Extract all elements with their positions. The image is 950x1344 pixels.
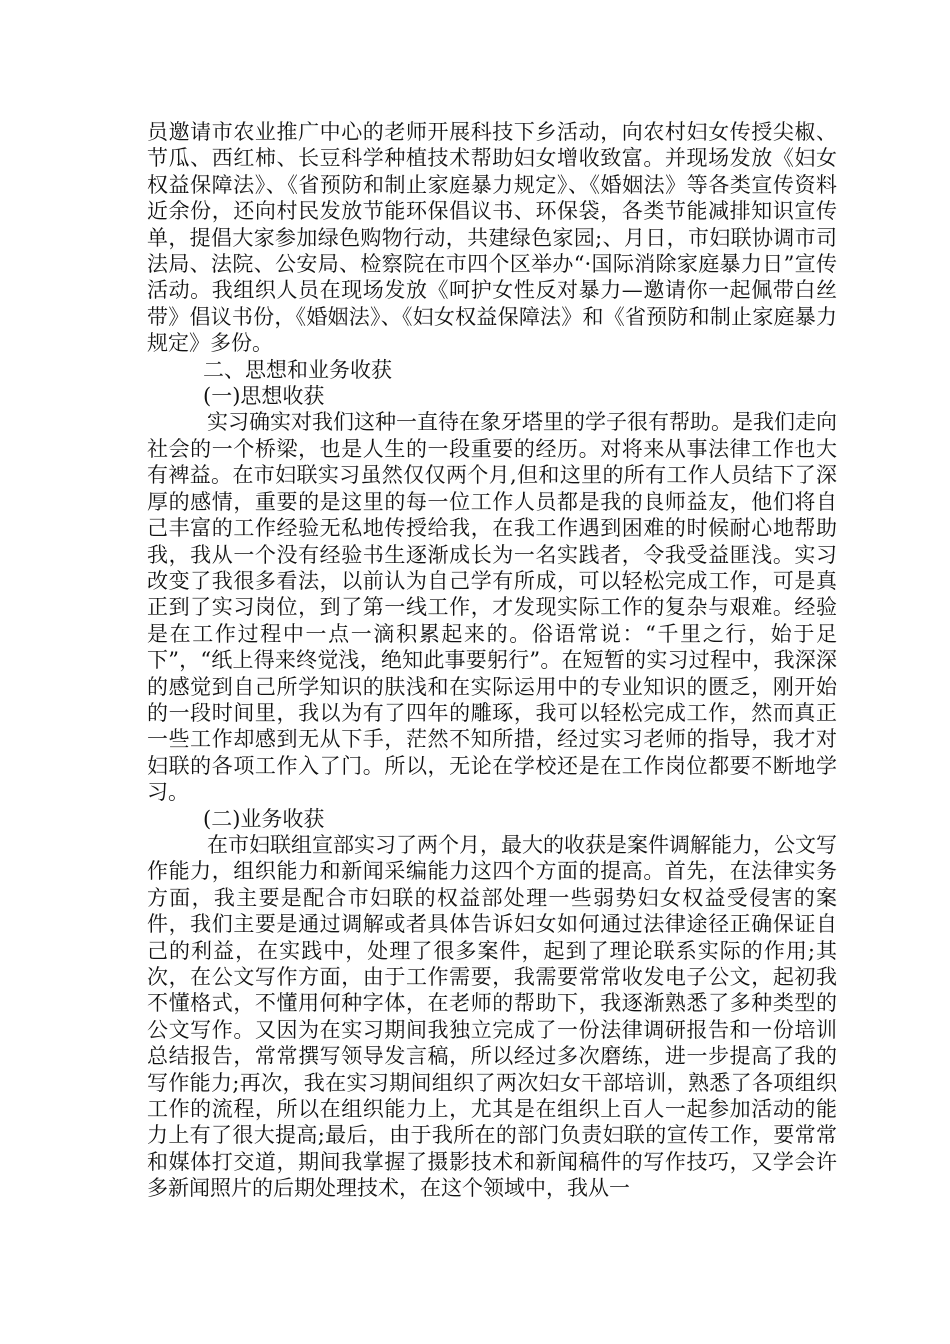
section-heading-gains: 二、思想和业务收获	[203, 357, 392, 382]
paragraph-business-gains: 在市妇联组宣部实习了两个月，最大的收获是案件调解能力，公文写作能力，组织能力和新闻采编能力这四个方面的提高。首先，在法律实务方面，我主要是配合市妇联的权益部处理一些弱势妇女权益受侵害的案件，我们主要是通过调解或者具体告诉妇女如何通过法律途径正确保证自己的利益，在实践中，处理了很多案件，起到了理论联系实际的作用;其次，在公文写作方面，由于工作需要，我需要常常收发电子公文，起初我不懂格式，不懂用何种字体，在老师的帮助下，我逐渐熟悉了多种类型的公文写作。又因为在实习期间我独立完成了一份法律调研报告和一份培训总结报告，常常撰写领导发言稿，所以经过多次磨练，进一步提高了我的写作能力;再次，我在实习期间组织了两次妇女干部培训，熟悉了各项组织工作的流程，所以在组织能力上，尤其是在组织上百人一起参加活动的能力上有了很大提高;最后，由于我所在的部门负责妇联的宣传工作，要常常和媒体打交道，期间我掌握了摄影技术和新闻稿件的写作技巧，又学会许多新闻照片的后期处理技术，在这个领域中，我从一	[147, 832, 837, 1201]
paragraph-ideological-gains: 实习确实对我们这种一直待在象牙塔里的学子很有帮助。是我们走向社会的一个桥梁，也是人生的一段重要的经历。对将来从事法律工作也大有裨益。在市妇联实习虽然仅仅两个月,但和这里的所有工作人员结下了深厚的感情，重要的是这里的每一位工作人员都是我的良师益友，他们将自己丰富的工作经验无私地传授给我，在我工作遇到困难的时候耐心地帮助我，我从一个没有经验书生逐渐成长为一名实践者，令我受益匪浅。实习改变了我很多看法，以前认为自己学有所成，可以轻松完成工作，可是真正到了实习岗位，到了第一线工作，才发现实际工作的复杂与艰难。经验是在工作过程中一点一滴积累起来的。俗语常说：“千里之行，始于足下”，“纸上得来终觉浅，绝知此事要躬行”。在短暂的实习过程中，我深深的感觉到自己所学知识的肤浅和在实际运用中的专业知识的匮乏，刚开始的一段时间里，我以为有了四年的雕琢，我可以轻松完成工作，然而真正一些工作却感到无从下手，茫然不知所措，经过实习老师的指导，我才对妇联的各项工作入了门。所以，无论在学校还是在工作岗位都要不断地学习。	[147, 410, 837, 805]
subheading-ideological-gains: (一)思想收获	[203, 384, 325, 409]
paragraph-activities: 员邀请市农业推广中心的老师开展科技下乡活动，向农村妇女传授尖椒、节瓜、西红柿、长豆科学种植技术帮助妇女增收致富。并现场发放《妇女权益保障法》、《省预防和制止家庭暴力规定》、《婚姻法》等各类宣传资料近余份，还向村民发放节能环保倡议书、环保袋，各类节能减排知识宣传单，提倡大家参加绿色购物行动，共建绿色家园;、月日，市妇联协调市司法局、法院、公安局、检察院在市四个区举办“·国际消除家庭暴力日”宣传活动。我组织人员在现场发放《呵护女性反对暴力—邀请你一起佩带白丝带》倡议书份，《婚姻法》、《妇女权益保障法》和《省预防和制止家庭暴力规定》多份。	[147, 120, 837, 356]
document-body	[147, 119, 837, 1202]
subheading-business-gains: (二)业务收获	[203, 806, 325, 831]
